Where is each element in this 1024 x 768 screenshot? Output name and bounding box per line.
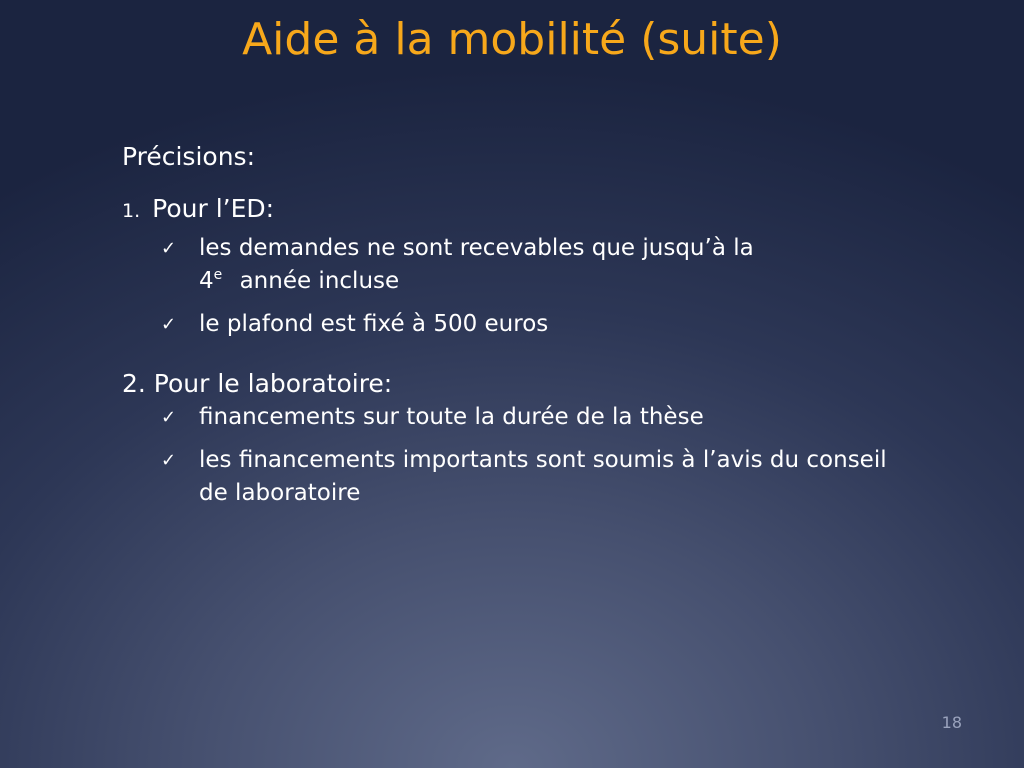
list-item [122,444,922,510]
item-text: financements sur toute la durée de la thèse [199,404,704,430]
checkmark-icon: ✓ [161,238,177,259]
page-number: 18 [941,713,962,732]
item-year-superscript: e [213,267,223,284]
checkmark-icon: ✓ [161,407,177,428]
slide-title: Aide à la mobilité (suite) [242,14,782,65]
checkmark-icon: ✓ [161,314,177,335]
precisions-heading: Précisions: [122,142,255,171]
list-item [122,232,922,298]
list-item [122,401,922,434]
item-text: les financements importants sont soumis à l’avis du conseil de laboratoire [199,447,887,506]
checkmark-icon: ✓ [161,450,177,471]
item-year-number: 4 [199,268,214,294]
list-item [122,308,922,341]
section-2-heading: 2. Pour le laboratoire: [122,369,393,398]
item-text: le plafond est fixé à 500 euros [199,311,549,337]
slide-content [122,140,922,520]
section-1-heading [122,192,922,228]
item-text-line2: année incluse [232,268,400,294]
item-text-line1: les demandes ne sont recevables que jusqu’à la [199,235,754,261]
section-1-number: 1. [122,200,141,222]
section-1-list [122,232,922,341]
section-2-list [122,401,922,510]
section-1-label: Pour l’ED: [152,194,275,223]
